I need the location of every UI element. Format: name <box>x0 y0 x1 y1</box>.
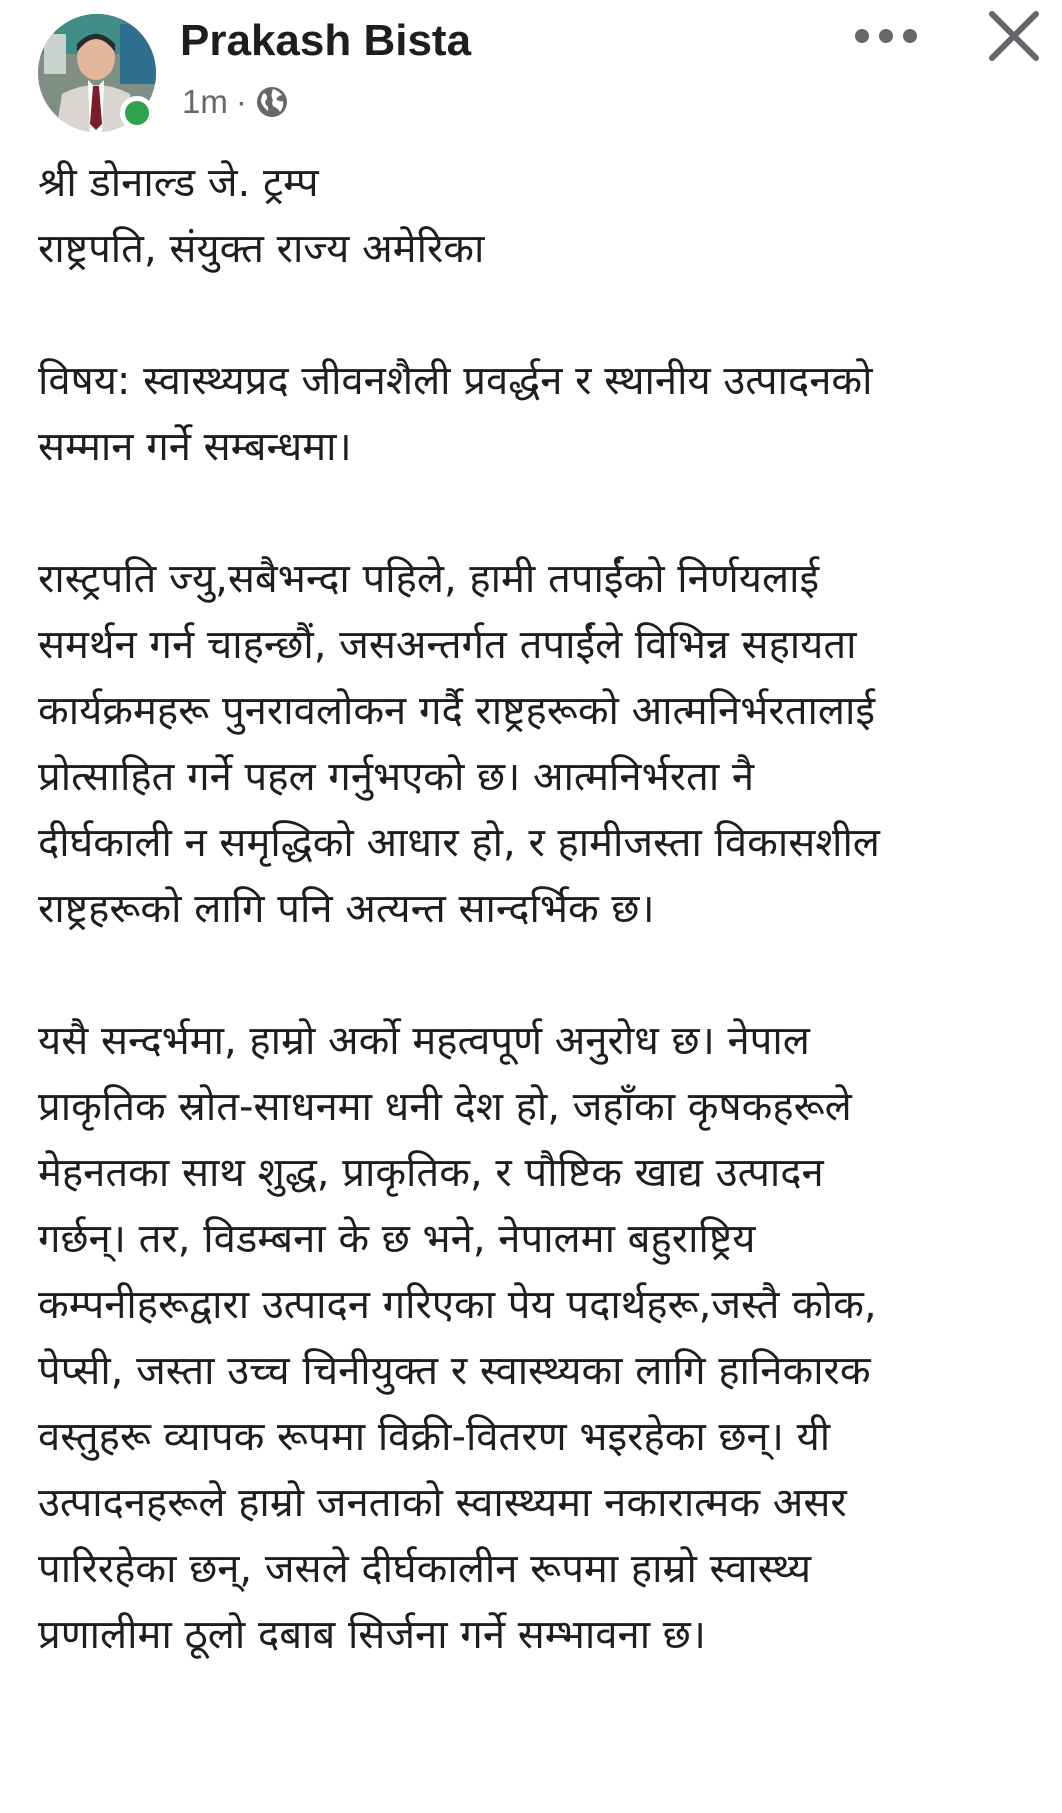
post-time[interactable]: 1m <box>182 83 228 120</box>
paragraph-line: मेहनतका साथ शुद्ध, प्राकृतिक, र पौष्टिक खाद्य उत्पादन <box>38 1150 824 1196</box>
author-name[interactable]: Prakash Bista <box>180 16 472 65</box>
paragraph-line: राष्ट्रहरूको लागि पनि अत्यन्त सान्दर्भिक छ। <box>38 886 655 932</box>
paragraph-line: उत्पादनहरूले हाम्रो जनताको स्वास्थ्यमा नकारात्मक असर <box>38 1480 847 1526</box>
paragraph-line: प्राकृतिक स्रोत-साधनमा धनी देश हो, जहाँका कृषकहरूले <box>38 1084 852 1130</box>
subject-block <box>38 348 1038 480</box>
post-header <box>0 0 1062 140</box>
close-button[interactable] <box>982 4 1046 68</box>
paragraph-line: यसै सन्दर्भमा, हाम्रो अर्को महत्वपूर्ण अनुरोध छ। नेपाल <box>38 1018 810 1064</box>
paragraph-line: पेप्सी, जस्ता उच्च चिनीयुक्त र स्वास्थ्यका लागि हानिकारक <box>38 1348 871 1394</box>
globe-icon[interactable] <box>255 85 289 119</box>
paragraph-line: गर्छन्। तर, विडम्बना के छ भने, नेपालमा बहुराष्ट्रिय <box>38 1216 756 1262</box>
recipient-line: श्री डोनाल्ड जे. ट्रम्प <box>38 160 319 206</box>
paragraph-line: प्रणालीमा ठूलो दबाब सिर्जना गर्ने सम्भावना छ। <box>38 1612 706 1658</box>
subject-line: सम्मान गर्ने सम्बन्धमा। <box>38 424 352 470</box>
paragraph-line: पारिरहेका छन्, जसले दीर्घकालीन रूपमा हाम्रो स्वास्थ्य <box>38 1546 812 1592</box>
more-options-button[interactable] <box>850 10 922 62</box>
paragraph-line: रास्ट्रपति ज्यु,सबैभन्दा पहिले, हामी तपाईंको निर्णयलाई <box>38 556 820 602</box>
recipient-line: राष्ट्रपति, संयुक्त राज्य अमेरिका <box>38 226 485 272</box>
paragraph-2 <box>38 1008 1038 1668</box>
close-icon <box>982 4 1046 68</box>
author-avatar-wrap[interactable] <box>38 14 156 132</box>
meta-separator: · <box>235 83 247 120</box>
online-status-dot <box>120 96 154 130</box>
paragraph-line: वस्तुहरू व्यापक रूपमा विक्री-वितरण भइरहेका छन्। यी <box>38 1414 831 1460</box>
paragraph-1 <box>38 546 1038 942</box>
post-meta <box>182 80 289 124</box>
paragraph-line: कार्यक्रमहरू पुनरावलोकन गर्दै राष्ट्रहरूको आत्मनिर्भरतालाई <box>38 688 875 734</box>
recipient-block <box>38 150 1038 282</box>
paragraph-line: प्रोत्साहित गर्ने पहल गर्नुभएको छ। आत्मनिर्भरता नै <box>38 754 755 800</box>
paragraph-line: समर्थन गर्न चाहन्छौं, जसअन्तर्गत तपाईंले विभिन्न सहायता <box>38 622 857 668</box>
subject-line: विषय: स्वास्थ्यप्रद जीवनशैली प्रवर्द्धन र स्थानीय उत्पादनको <box>38 358 873 404</box>
paragraph-line: कम्पनीहरूद्वारा उत्पादन गरिएका पेय पदार्थहरू,जस्तै कोक, <box>38 1282 877 1328</box>
more-horizontal-icon <box>850 26 922 46</box>
post-body <box>38 150 1038 1668</box>
paragraph-line: दीर्घकाली न समृद्धिको आधार हो, र हामीजस्ता विकासशील <box>38 820 880 866</box>
